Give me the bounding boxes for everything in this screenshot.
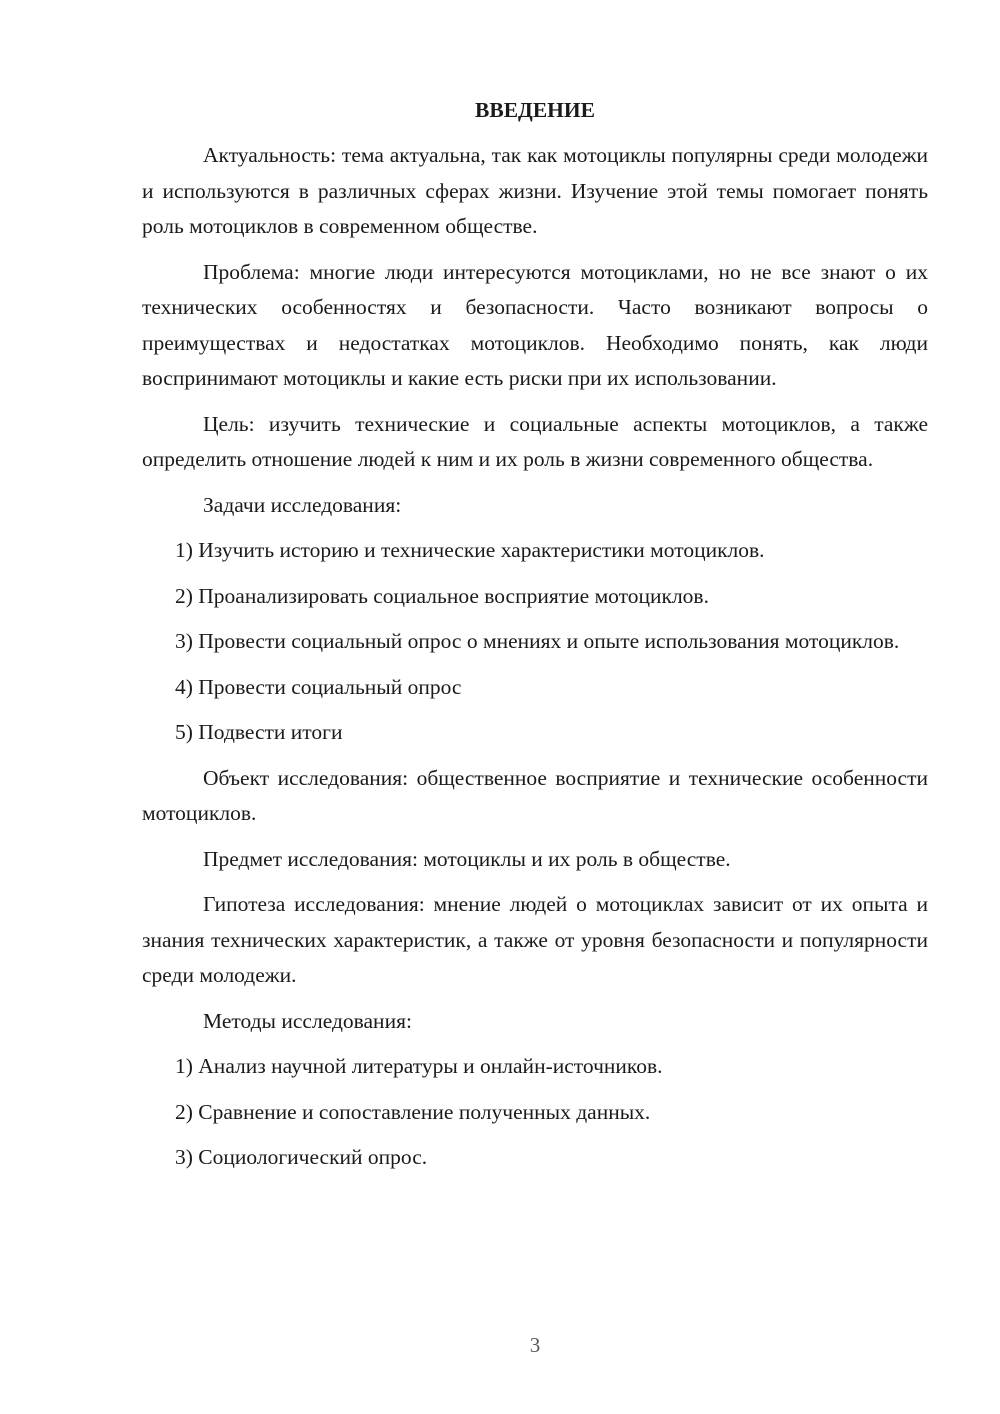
method-item-3: 3) Социологический опрос. <box>175 1145 428 1169</box>
document-page <box>142 93 928 1186</box>
task-item-5: 5) Подвести итоги <box>175 720 343 744</box>
page-number: 3 <box>529 1333 541 1357</box>
method-item-2: 2) Сравнение и сопоставление полученных данных. <box>175 1099 651 1124</box>
problem-paragraph: Проблема: многие люди интересуются мотоциклами, но не все знают о их технических особенностях и безопасности. Часто возникают вопросы о преимуществах и недостатках мотоциклов. Необходимо понять, как люди воспринимают мотоциклы и какие есть риски при их использовании. <box>142 259 928 390</box>
methods-heading: Методы исследования: <box>203 1008 412 1033</box>
task-item-4: 4) Провести социальный опрос <box>175 674 462 699</box>
section-title: ВВЕДЕНИЕ <box>475 98 595 122</box>
task-item-1: 1) Изучить историю и технические характеристики мотоциклов. <box>175 538 765 562</box>
method-item-1: 1) Анализ научной литературы и онлайн-источников. <box>175 1054 663 1078</box>
tasks-heading: Задачи исследования: <box>203 492 402 517</box>
task-item-2: 2) Проанализировать социальное восприятие мотоциклов. <box>175 583 709 608</box>
relevance-paragraph: Актуальность: тема актуальна, так как мотоциклы популярны среди молодежи и используются в различных сферах жизни. Изучение этой темы помогает понять роль мотоциклов в современном обществе. <box>142 143 928 238</box>
task-item-3: 3) Провести социальный опрос о мнениях и опыте использования мотоциклов. <box>175 629 900 653</box>
subject-paragraph: Предмет исследования: мотоциклы и их роль в обществе. <box>203 846 731 871</box>
object-paragraph: Объект исследования: общественное восприятие и технические особенности мотоциклов. <box>142 765 928 825</box>
goal-paragraph: Цель: изучить технические и социальные аспекты мотоциклов, а также определить отношение людей к ним и их роль в жизни современного общества. <box>142 411 928 471</box>
hypothesis-paragraph: Гипотеза исследования: мнение людей о мотоциклах зависит от их опыта и знания технических характеристик, а также от уровня безопасности и популярности среди молодежи. <box>142 892 928 987</box>
